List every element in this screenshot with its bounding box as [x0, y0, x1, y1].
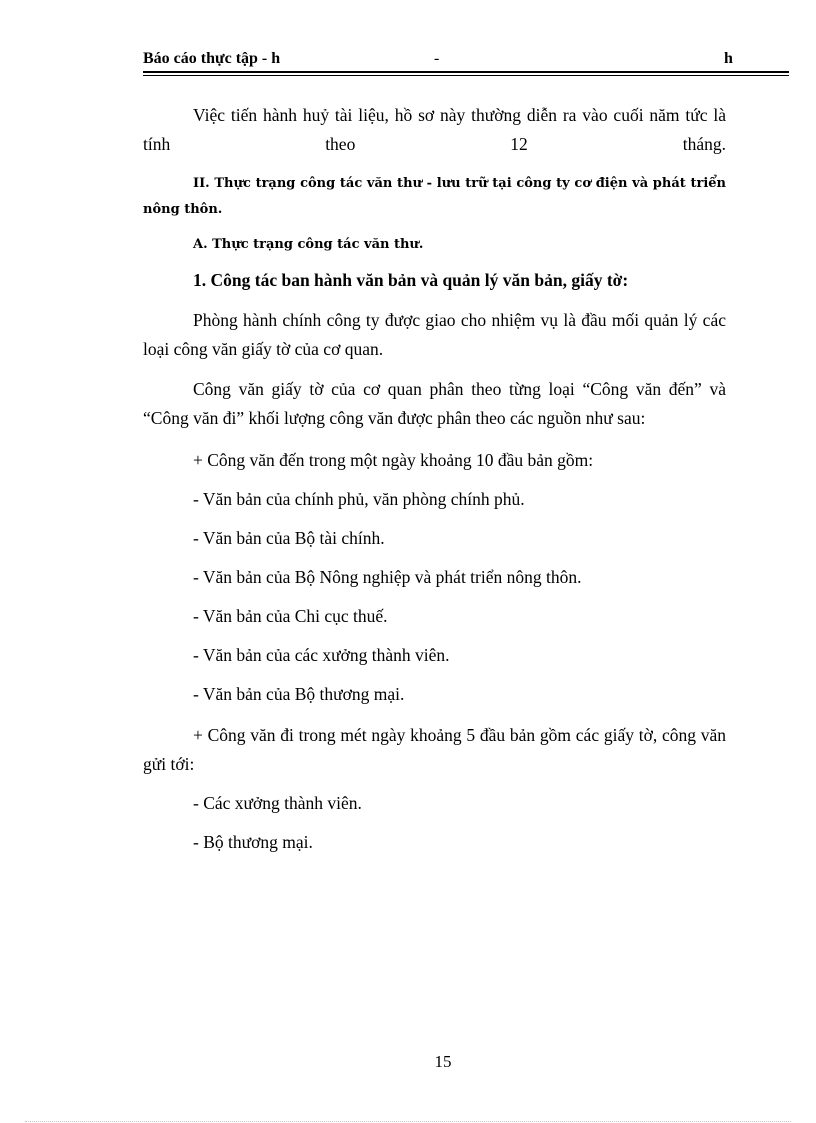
header-right-text: h	[724, 50, 733, 67]
paragraph-destruction-timing: Việc tiến hành huỷ tài liệu, hồ sơ này thường diễn ra vào cuối năm tức là tính theo 12 tháng.	[143, 105, 726, 154]
paragraph-admin-office: Phòng hành chính công ty được giao cho nhiệm vụ là đầu mối quản lý các loại công văn giấy tờ của cơ quan.	[143, 310, 726, 359]
footer-divider	[25, 1121, 791, 1122]
list-item: - Văn bản của các xưởng thành viên.	[193, 645, 450, 665]
list-item: - Bộ thương mại.	[193, 832, 313, 852]
incoming-intro: + Công văn đến trong một ngày khoảng 10 đầu bản gồm:	[193, 450, 594, 470]
list-item: - Văn bản của Chi cục thuế.	[193, 606, 388, 626]
list-item: - Văn bản của Bộ Nông nghiệp và phát triển nông thôn.	[193, 567, 582, 587]
paragraph-document-types: Công văn giấy tờ của cơ quan phân theo từng loại “Công văn đến” và “Công văn đi” khối lượng công văn được phân theo các nguồn như sau:	[143, 379, 726, 428]
section-heading-a: A. Thực trạng công tác văn thư.	[193, 237, 424, 252]
list-item: - Các xưởng thành viên.	[193, 793, 362, 813]
heading-1: 1. Công tác ban hành văn bản và quản lý văn bản, giấy tờ:	[193, 270, 629, 290]
header-rule-thin	[143, 75, 789, 76]
list-item: - Văn bản của Bộ thương mại.	[193, 684, 405, 704]
section-heading-ii: II. Thực trạng công tác văn thư - lưu trữ tại công ty cơ điện và phát triển nông thôn.	[143, 176, 726, 217]
list-item: - Văn bản của chính phủ, văn phòng chính phủ.	[193, 489, 525, 509]
header-rule-thick	[143, 71, 789, 73]
header-title: Báo cáo thực tập - h	[143, 50, 281, 67]
header-separator: -	[434, 50, 440, 67]
page-number: 15	[434, 1052, 452, 1071]
page-header	[143, 50, 789, 72]
list-item: - Văn bản của Bộ tài chính.	[193, 528, 385, 548]
outgoing-intro: + Công văn đi trong mét ngày khoảng 5 đầu bản gồm các giấy tờ, công văn gửi tới:	[143, 725, 726, 774]
